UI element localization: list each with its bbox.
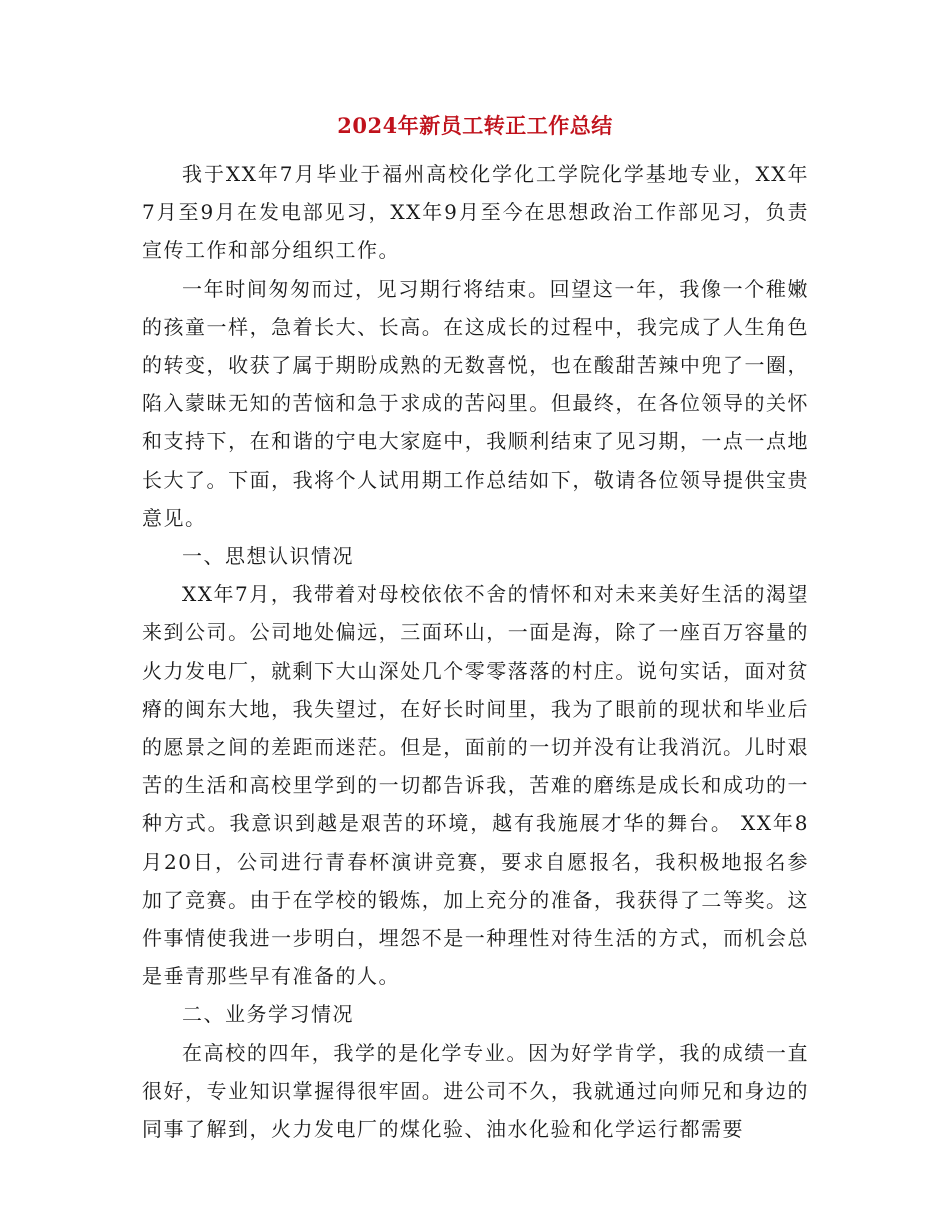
section-heading-thinking: 一、思想认识情况 xyxy=(182,544,354,569)
document-title: 2024年新员工转正工作总结 xyxy=(337,113,613,138)
paragraph-thinking: XX年7月，我带着对母校依依不舍的情怀和对未来美好生活的渴望来到公司。公司地处偏远，三面环山，一面是海，除了一座百万容量的火力发电厂，就剩下大山深处几个零零落落的村庄。说句实话，面对贫瘠的闽东大地，我失望过，在好长时间里，我为了眼前的现状和毕业后的愿景之间的差距而迷茫。但是，面前的一切并没有让我消沉。儿时艰苦的生活和高校里学到的一切都告诉我，苦难的磨练是成长和成功的一种方式。我意识到越是艰苦的环境，越有我施展才华的舞台。 XX年8月20日，公司进行青春杯演讲竞赛，要求自愿报名，我积极地报名参加了竞赛。由于在学校的锻炼，加上充分的准备，我获得了二等奖。这件事情使我进一步明白，埋怨不是一种理性对待生活的方式，而机会总是垂青那些早有准备的人。 xyxy=(142,582,809,989)
paragraph-study: 在高校的四年，我学的是化学专业。因为好学肯学，我的成绩一直很好，专业知识掌握得很牢固。进公司不久，我就通过向师兄和身边的同事了解到，火力发电厂的煤化验、油水化验和化学运行都需要 xyxy=(142,1040,809,1142)
document-body xyxy=(142,155,809,1148)
section-heading-study: 二、业务学习情况 xyxy=(182,1002,354,1027)
paragraph-overview: 一年时间匆匆而过，见习期行将结束。回望这一年，我像一个稚嫩的孩童一样，急着长大、长高。在这成长的过程中，我完成了人生角色的转变，收获了属于期盼成熟的无数喜悦，也在酸甜苦辣中兜了一圈，陷入蒙昧无知的苦恼和急于求成的苦闷里。但最终，在各位领导的关怀和支持下，在和谐的宁电大家庭中，我顺利结束了见习期，一点一点地长大了。下面，我将个人试用期工作总结如下，敬请各位领导提供宝贵意见。 xyxy=(142,276,809,530)
paragraph-intro: 我于XX年7月毕业于福州高校化学化工学院化学基地专业，XX年7月至9月在发电部见习，XX年9月至今在思想政治工作部见习，负责宣传工作和部分组织工作。 xyxy=(142,162,809,263)
